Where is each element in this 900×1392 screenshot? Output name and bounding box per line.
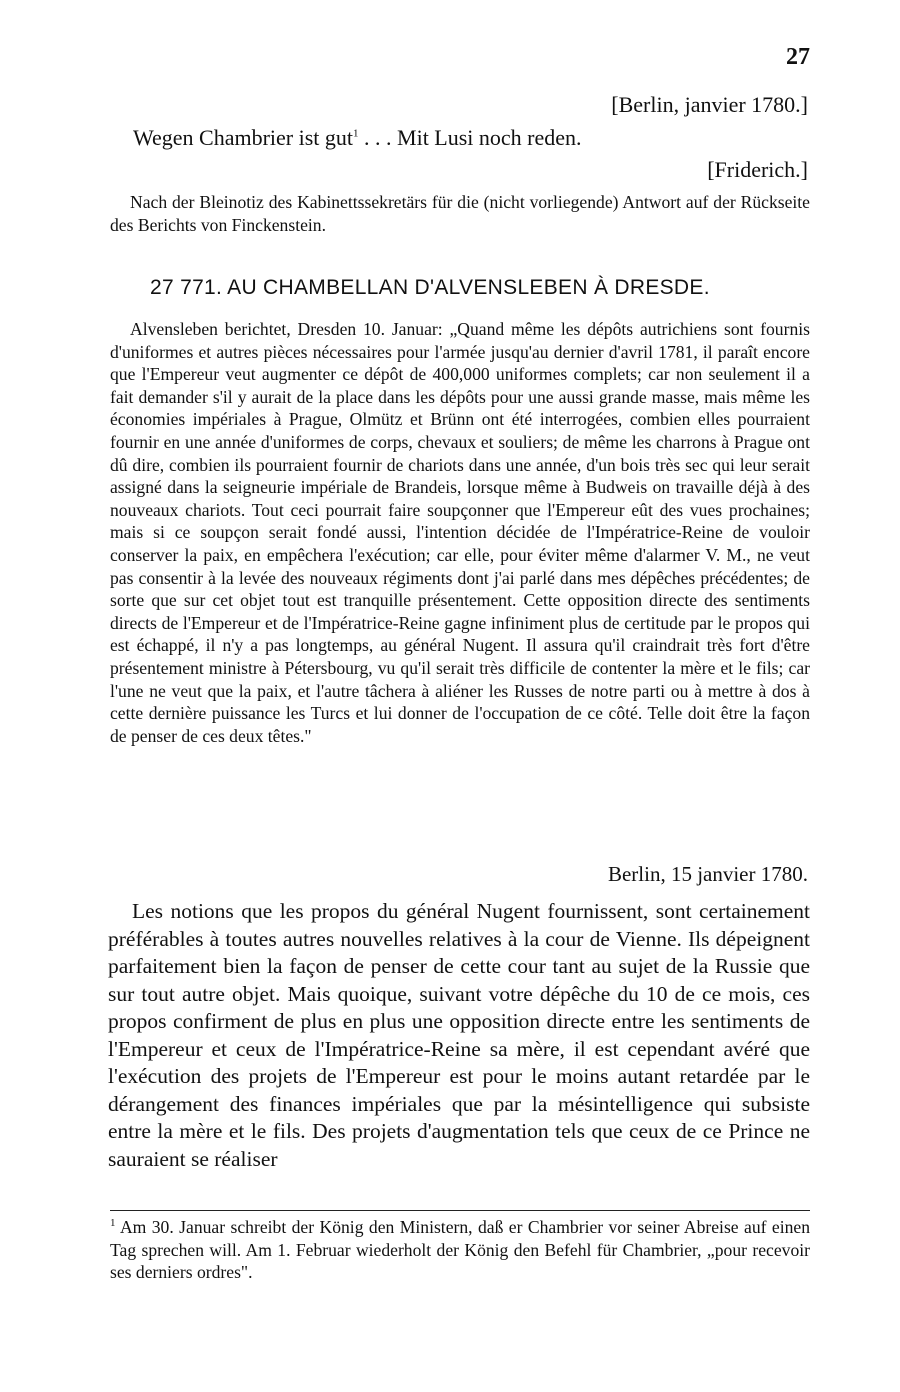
report-summary: Alvensleben berichtet, Dresden 10. Januar: „Quand même les dépôts autrichiens sont fournis d'uniformes et autres pièces nécessaires pour l'armée jusqu'au dernier d'avril 1781, il paraît encore que l'Empereur veut augmenter ce dépôt de 400,000 uniformes complets; car non seulement il a fait demander s'il y aurait de la place dans les dépôts pour une aussi grande masse, mais même les économies impériales à Prague, Olmütz et Brünn ont été interrogées, combien elles pourraient fournir en une année d'uniformes de corps, chevaux et souliers; de même les charrons à Prague ont dû dire, combien ils pourraient fournir de chariots dans une année, d'un bois très sec qui leur serait assigné dans la seigneurie impériale de Brandeis, lorsque même à Budweis on travaille déjà à des nouveaux chariots. Tout ceci pourrait faire soupçonner que l'Empereur eût des vues prochaines; mais si ce soupçon serait fondé aussi, l'intention décidée de l'Impératrice-Reine de vouloir conserver la paix, en empêchera l'exécution; car elle, pour éviter même d'alarmer V. M., ne veut pas consentir à la levée des nouveaux régiments dont j'ai parlé dans mes dépêches précédentes; de sorte que sur cet objet tout est tranquille présentement. Cette opposition directe des sentiments directs de l'Empereur et de l'Impératrice-Reine gagne infiniment plus de certitude par le propos qui est échappé, il n'y a pas longtemps, au général Nugent. Il assura qu'il craindrait très fort d'être présentement ministre à Pétersbourg, vu qu'il serait très difficile de contenter la mère et le fils; car l'une ne veut que la paix, et l'autre tâchera à aliéner les Russes de notre parti ou à mettre à dos à cette dernière puissance les Turcs et lui donner de l'occupation de ce côté. Telle doit être la façon de penser de ces deux têtes.": [110, 319, 810, 746]
letter-date: Berlin, 15 janvier 1780.: [607, 862, 808, 886]
footnote-text: Am 30. Januar schreibt der König den Ministern, daß er Chambrier vor seiner Abreise auf einen Tag sprechen will. Am 1. Februar wiederholt der König den Befehl für Chambrier, „pour recevoir ses derniers ordres".: [110, 1217, 810, 1282]
source-note: Nach der Bleinotiz des Kabinettssekretärs für die (nicht vorliegende) Antwort auf der Rückseite des Berichts von Finckenstein.: [110, 192, 810, 235]
header-note-line: [133, 125, 582, 151]
letter-heading: 27 771. AU CHAMBELLAN D'ALVENSLEBEN À DRESDE.: [150, 276, 710, 299]
footnote-marker: 1: [110, 1217, 116, 1230]
header-place-date: [Berlin, janvier 1780.]: [611, 92, 808, 117]
footnote-reference: 1: [353, 127, 359, 140]
page-number: 27: [786, 44, 810, 70]
header-signature: [Friderich.]: [707, 157, 808, 182]
header-note-rest: . . . Mit Lusi noch reden.: [358, 125, 582, 150]
header-note-text: Wegen Chambrier ist gut: [133, 125, 354, 150]
footnote: [110, 1216, 810, 1284]
footnote-divider: [110, 1210, 810, 1211]
letter-body: Les notions que les propos du général Nugent fournissent, sont certainement préférables à toutes autres nouvelles relatives à la cour de Vienne. Ils dépeignent parfaitement bien la façon de penser de cette cour tant au sujet de la Russie que sur tout autre objet. Mais quoique, suivant votre dépêche du 10 de ce mois, ces propos confirment de plus en plus une opposition directe entre les sentiments de l'Empereur et ceux de l'Impératrice-Reine sa mère, il est cependant avéré que l'exécution des projets de l'Empereur est pour le moins autant retardée par le dérangement des finances impériales que par la mésintelligence qui subsiste entre la mère et le fils. Des projets d'augmentation tels que ceux de ce Prince ne sauraient se réaliser: [108, 899, 810, 1171]
